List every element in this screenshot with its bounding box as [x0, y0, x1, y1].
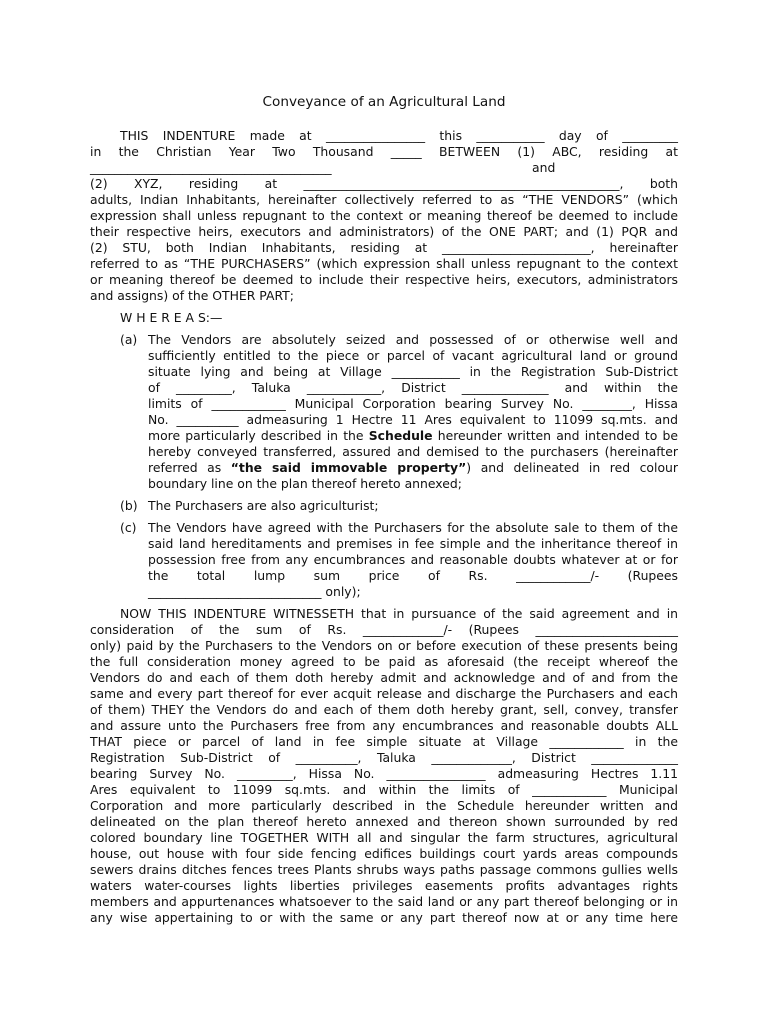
text-line: waters water-courses lights liberties privileges easements profits advantages rights: [90, 878, 678, 893]
text-line: expression shall unless repugnant to the context or meaning thereof be deemed to include: [90, 208, 678, 223]
text-line: house, out house with four side fencing edifices buildings court yards areas compounds: [90, 846, 678, 861]
text-run: more particularly described in the: [148, 428, 369, 443]
text-line: said land hereditaments and premises in fee simple and the inheritance thereof in: [148, 536, 678, 551]
text-line: their respective heirs, executors and administrators) of the ONE PART; and (1) PQR and: [90, 224, 678, 239]
text-line: members and appurtenances whatsoever to the said land or any part thereof belonging or in: [90, 894, 678, 909]
text-line: bearing Survey No. _________, Hissa No. ________________ admeasuring Hectres 1.11: [90, 766, 678, 781]
text-line: boundary line on the plan thereof hereto annexed;: [148, 476, 462, 491]
text-line: _______________________________________: [90, 160, 332, 175]
text-line: consideration of the sum of Rs. _____________/- (Rupees _______________________: [90, 622, 678, 637]
whereas-heading: W H E R E A S:—: [120, 310, 223, 325]
text-line: and: [532, 160, 556, 175]
text-line: and assigns) of the OTHER PART;: [90, 288, 294, 303]
text-line: of them) THEY the Vendors do and each of them doth hereby grant, sell, convey, transfer: [90, 702, 678, 717]
text-line: situate lying and being at Village ___________ in the Registration Sub-District: [148, 364, 678, 379]
text-line: limits of ____________ Municipal Corporation bearing Survey No. ________, Hissa: [148, 396, 678, 411]
text-line: The Vendors are absolutely seized and possessed of or otherwise well and: [148, 332, 678, 347]
text-line: THAT piece or parcel of land in fee simple situate at Village ____________ in the: [90, 734, 678, 749]
text-run: ) and delineated in red colour: [466, 460, 678, 475]
text-line: colored boundary line TOGETHER WITH all and singular the farm structures, agricultural: [90, 830, 678, 845]
text-line: No. __________ admeasuring 1 Hectre 11 Ares equivalent to 11099 sq.mts. and: [148, 412, 678, 427]
text-line: Ares equivalent to 11099 sq.mts. and within the limits of ____________ Municipal: [90, 782, 678, 797]
text-line: the total lump sum price of Rs. ____________/- (Rupees: [148, 568, 678, 583]
text-line: delineated on the plan thereof hereto annexed and thereon shown surrounded by red: [90, 814, 678, 829]
text-run: hereunder written and intended to be: [432, 428, 678, 443]
text-line: (2) STU, both Indian Inhabitants, residing at ________________________, hereinafter: [90, 240, 678, 255]
clause-label: (a): [120, 332, 138, 347]
clause-label: (c): [120, 520, 137, 535]
text-line: and assure unto the Purchasers free from any encumbrances and reasonable doubts ALL: [90, 718, 678, 733]
schedule-emphasis: Schedule: [368, 428, 433, 443]
text-line: THIS INDENTURE made at ________________ this ___________ day of _________: [120, 128, 678, 143]
text-line: (2) XYZ, residing at ___________________________________________________, both: [90, 176, 678, 191]
text-line: [148, 460, 678, 476]
text-line: NOW THIS INDENTURE WITNESSETH that in pursuance of the said agreement and in: [120, 606, 678, 621]
text-line: ____________________________ only);: [148, 584, 361, 599]
text-line: adults, Indian Inhabitants, hereinafter collectively referred to as “THE VENDORS” (which: [90, 192, 678, 207]
text-line: of _________, Taluka ____________, District ______________ and within the: [148, 380, 678, 395]
text-line: only) paid by the Purchasers to the Vendors on or before execution of these presents being: [90, 638, 678, 653]
text-line: possession free from any encumbrances and reasonable doubts whatever at or for: [148, 552, 678, 567]
property-emphasis: “the said immovable property”: [230, 460, 467, 475]
text-line: Registration Sub-District of __________, Taluka _____________, District ______________: [90, 750, 678, 765]
text-line: any wise appertaining to or with the same or any part thereof now at or any time here: [90, 910, 678, 925]
text-line: in the Christian Year Two Thousand _____ BETWEEN (1) ABC, residing at: [90, 144, 678, 159]
text-run: referred as: [148, 460, 231, 475]
text-line: hereby conveyed transferred, assured and demised to the purchasers (hereinafter: [148, 444, 678, 459]
text-line: or meaning thereof be deemed to include their respective heirs, executors, administrators: [90, 272, 678, 287]
text-line: referred to as “THE PURCHASERS” (which expression shall unless repugnant to the context: [90, 256, 678, 271]
text-line: same and every part thereof for ever acquit release and discharge the Purchasers and each: [90, 686, 678, 701]
text-line: [148, 428, 678, 444]
text-line: the full consideration money agreed to be paid as aforesaid (the receipt whereof the: [90, 654, 678, 669]
text-line: The Vendors have agreed with the Purchasers for the absolute sale to them of the: [148, 520, 678, 535]
text-line: sufficiently entitled to the piece or parcel of vacant agricultural land or ground: [148, 348, 678, 363]
text-line: The Purchasers are also agriculturist;: [148, 498, 379, 513]
document-title: Conveyance of an Agricultural Land: [262, 94, 506, 110]
text-line: Vendors do and each of them doth hereby admit and acknowledge and of and from the: [90, 670, 678, 685]
text-line: Corporation and more particularly described in the Schedule hereunder written and: [90, 798, 678, 813]
text-line: sewers drains ditches fences trees Plants shrubs ways paths passage commons gullies wells: [90, 862, 678, 877]
clause-label: (b): [120, 498, 138, 513]
